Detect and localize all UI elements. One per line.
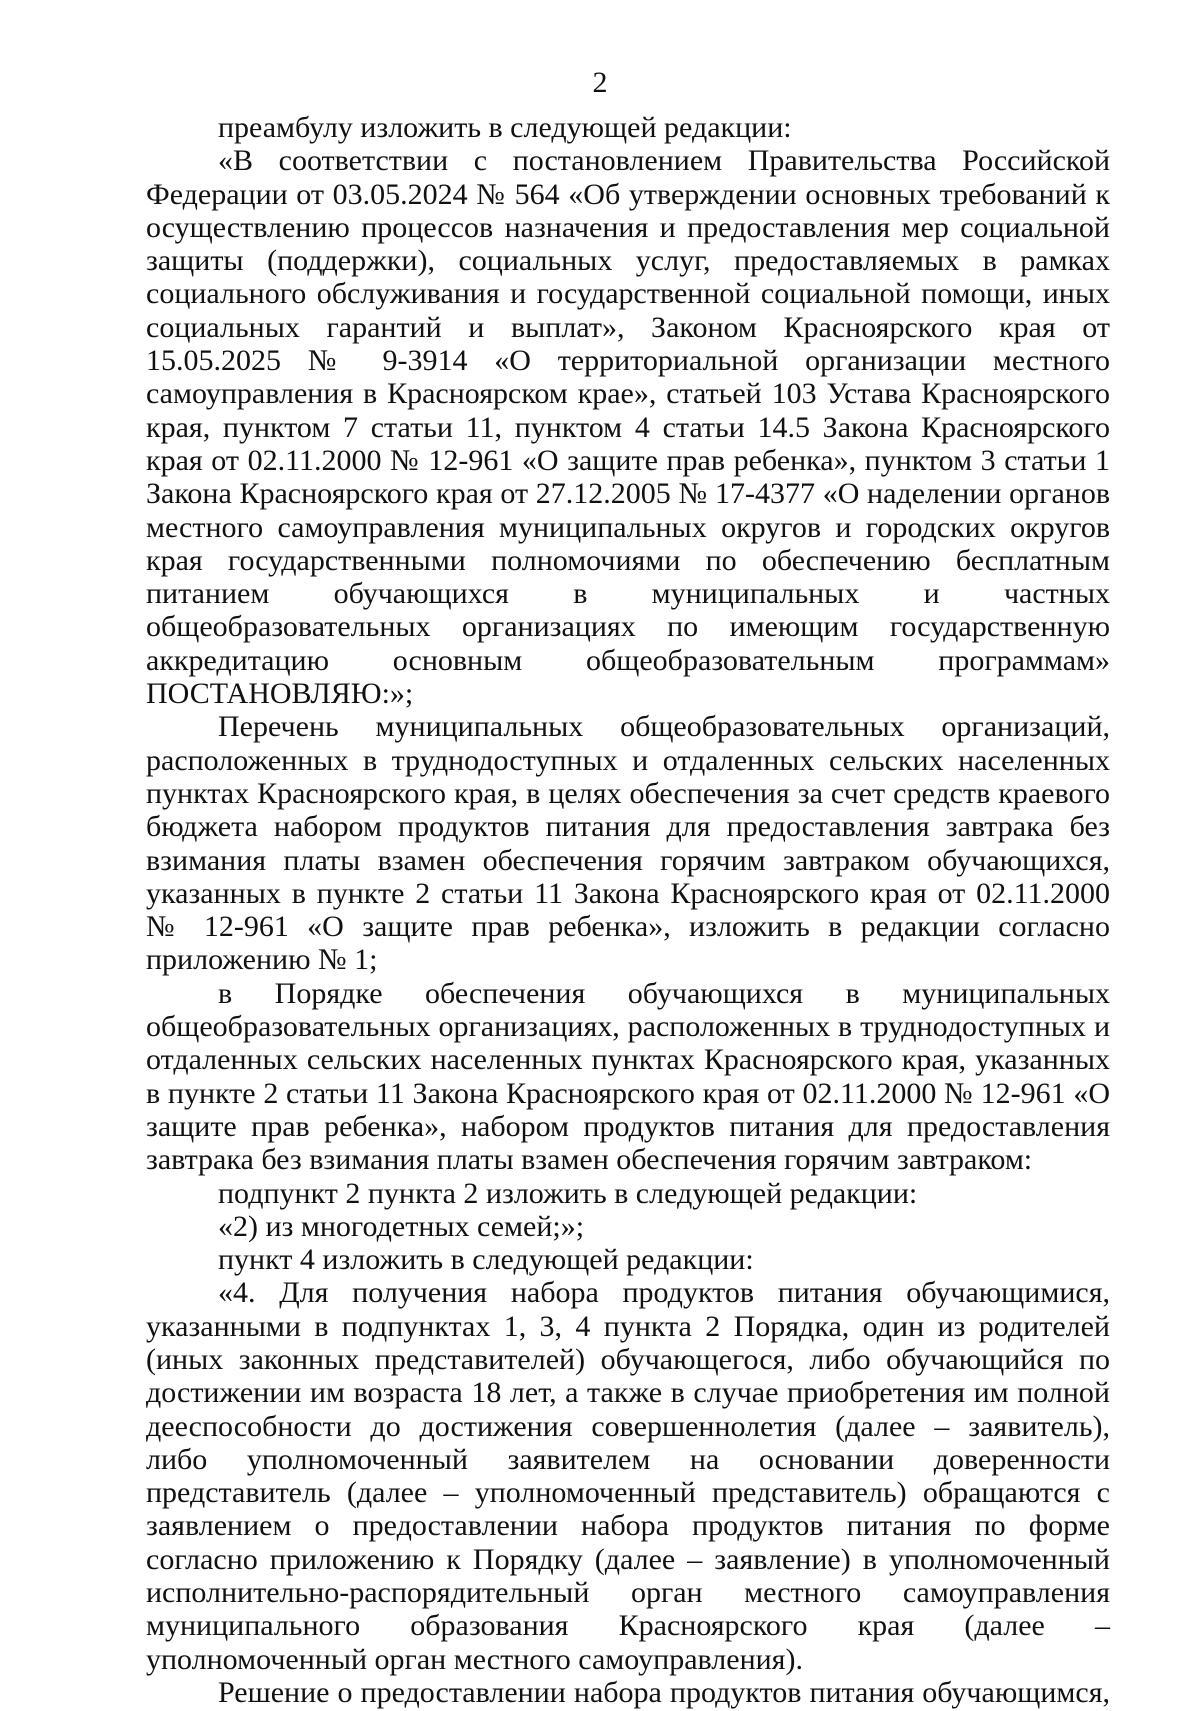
paragraph-decision: Решение о предоставлении набора продуктов питания обучающимся, bbox=[218, 1675, 1110, 1709]
paragraph-procedure: в Порядке обеспечения обучающихся в муниципальных общеобразовательных организациях, расположенных в труднодоступных и отдаленных сельских населенных пунктах Красноярского края, указанных в пункте 2 статьи 11 Закона Красноярского края от 02.11.2000 № 12-961 «О защите прав ребенка», набором продуктов питания для предоставления завтрака без взимания платы взамен обеспечения горячим завтраком: bbox=[146, 976, 1110, 1177]
page-number: 2 bbox=[592, 66, 608, 99]
document-body bbox=[146, 111, 1110, 1709]
paragraph-list-of-organizations: Перечень муниципальных общеобразовательных организаций, расположенных в труднодоступных и отдаленных сельских населенных пунктах Красноярского края, в целях обеспечения за счет средств краевого бюджета набором продуктов питания для предоставления завтрака без взимания платы взамен обеспечения горячим завтраком обучающихся, указанных в пункте 2 статьи 11 Закона Красноярского края от 02.11.2000 № 12-961 «О защите прав ребенка», изложить в редакции согласно приложению № 1; bbox=[146, 710, 1110, 977]
paragraph-subpoint-2-text: «2) из многодетных семей;»; bbox=[218, 1209, 585, 1243]
paragraph-subpoint-2-intro: подпункт 2 пункта 2 изложить в следующей редакции: bbox=[218, 1176, 918, 1210]
paragraph-point-4-intro: пункт 4 изложить в следующей редакции: bbox=[218, 1243, 754, 1277]
paragraph-point-4-text: «4. Для получения набора продуктов питания обучающимися, указанными в подпунктах 1, 3, 4 пункта 2 Порядка, один из родителей (иных законных представителей) обучающегося, либо обучающийся по достижении им возраста 18 лет, а также в случае приобретения им полной дееспособности до достижения совершеннолетия (далее – заявитель), либо уполномоченный заявителем на основании доверенности представитель (далее – уполномоченный представитель) обращаются с заявлением о предоставлении набора продуктов питания по форме согласно приложению к Порядку (далее – заявление) в уполномоченный исполнительно-распорядительный орган местного самоуправления муниципального образования Красноярского края (далее – уполномоченный орган местного самоуправления). bbox=[146, 1276, 1110, 1676]
paragraph-preamble-intro: преамбулу изложить в следующей редакции: bbox=[218, 111, 792, 144]
paragraph-preamble-text: «В соответствии с постановлением Правительства Российской Федерации от 03.05.2024 № 564 «Об утверждении основных требований к осуществлению процессов назначения и предоставления мер социальной защиты (поддержки), социальных услуг, предоставляемых в рамках социального обслуживания и государственной социальной помощи, иных социальных гарантий и выплат», Законом Красноярского края от 15.05.2025 № 9-3914 «О территориальной организации местного самоуправления в Красноярском крае», статьей 103 Устава Красноярского края, пунктом 7 статьи 11, пунктом 4 статьи 14.5 Закона Красноярского края от 02.11.2000 № 12-961 «О защите прав ребенка», пунктом 3 статьи 1 Закона Красноярского края от 27.12.2005 № 17-4377 «О наделении органов местного самоуправления муниципальных округов и городских округов края государственными полномочиями по обеспечению бесплатным питанием обучающихся в муниципальных и частных общеобразовательных организациях по имеющим государственную аккредитацию основным общеобразовательным программам» ПОСТАНОВЛЯЮ:»; bbox=[146, 144, 1110, 711]
